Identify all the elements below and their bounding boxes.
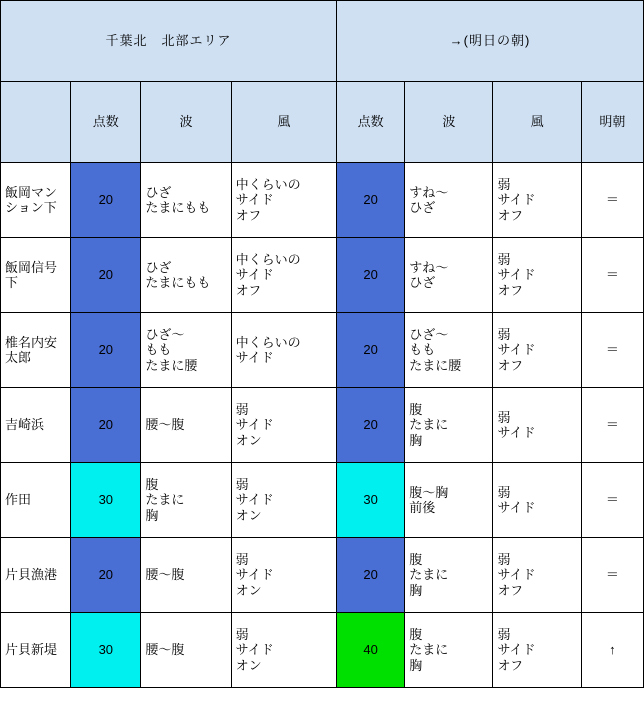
- tomorrow-wind: 弱 サイド オフ: [493, 238, 581, 313]
- today-wave: 腰〜腹: [141, 538, 231, 613]
- table-row: [1, 388, 644, 463]
- table-row: [1, 613, 644, 688]
- tomorrow-wave: すね〜 ひざ: [405, 163, 493, 238]
- next-morning-trend: ↑: [581, 613, 643, 688]
- tomorrow-wave: ひざ〜 もも たまに腰: [405, 313, 493, 388]
- spot-name[interactable]: 作田: [1, 463, 71, 538]
- tomorrow-wind: 弱 サイド オフ: [493, 163, 581, 238]
- next-morning-trend: ＝: [581, 388, 643, 463]
- tomorrow-wind: 弱 サイド オフ: [493, 313, 581, 388]
- tomorrow-wave: 腹〜胸 前後: [405, 463, 493, 538]
- tomorrow-wind: 弱 サイド: [493, 388, 581, 463]
- tomorrow-title: →(明日の朝): [337, 1, 644, 82]
- spot-name[interactable]: 吉崎浜: [1, 388, 71, 463]
- next-morning-trend: ＝: [581, 538, 643, 613]
- today-score: 20: [71, 313, 141, 388]
- tomorrow-wind-header: 風: [493, 82, 581, 163]
- table-row: [1, 463, 644, 538]
- today-wave: 腰〜腹: [141, 388, 231, 463]
- today-wave: ひざ〜 もも たまに腰: [141, 313, 231, 388]
- today-wind: 弱 サイド オン: [231, 538, 336, 613]
- today-wave: ひざ たまにもも: [141, 163, 231, 238]
- table-row: [1, 313, 644, 388]
- today-wave-header: 波: [141, 82, 231, 163]
- today-wind: 中くらいの サイド オフ: [231, 163, 336, 238]
- tomorrow-wind: 弱 サイド: [493, 463, 581, 538]
- tomorrow-score: 30: [337, 463, 405, 538]
- spot-name[interactable]: 椎名内安 太郎: [1, 313, 71, 388]
- next-morning-trend: ＝: [581, 313, 643, 388]
- tomorrow-wave: すね〜 ひざ: [405, 238, 493, 313]
- today-wind: 中くらいの サイド: [231, 313, 336, 388]
- today-wind-header: 風: [231, 82, 336, 163]
- table-row: [1, 538, 644, 613]
- today-wind: 弱 サイド オン: [231, 463, 336, 538]
- next-morning-trend: ＝: [581, 163, 643, 238]
- today-wave: 腰〜腹: [141, 613, 231, 688]
- tomorrow-score: 20: [337, 538, 405, 613]
- tomorrow-score: 40: [337, 613, 405, 688]
- today-score: 20: [71, 538, 141, 613]
- table-row: [1, 238, 644, 313]
- tomorrow-score-header: 点数: [337, 82, 405, 163]
- spot-name[interactable]: 片貝漁港: [1, 538, 71, 613]
- tomorrow-wave: 腹 たまに 胸: [405, 613, 493, 688]
- today-score: 20: [71, 238, 141, 313]
- today-wind: 弱 サイド オン: [231, 388, 336, 463]
- table-row: [1, 163, 644, 238]
- spot-name[interactable]: 飯岡マン ション下: [1, 163, 71, 238]
- today-wave: 腹 たまに 胸: [141, 463, 231, 538]
- today-score: 30: [71, 463, 141, 538]
- spot-column-header: [1, 82, 71, 163]
- area-title: 千葉北 北部エリア: [1, 1, 337, 82]
- next-morning-trend: ＝: [581, 238, 643, 313]
- tomorrow-score: 20: [337, 313, 405, 388]
- tomorrow-wave: 腹 たまに 胸: [405, 538, 493, 613]
- next-morning-header: 明朝: [581, 82, 643, 163]
- table-column-header: [1, 82, 644, 163]
- tomorrow-score: 20: [337, 388, 405, 463]
- spot-name[interactable]: 飯岡信号 下: [1, 238, 71, 313]
- today-score: 20: [71, 163, 141, 238]
- next-morning-trend: ＝: [581, 463, 643, 538]
- tomorrow-wave: 腹 たまに 胸: [405, 388, 493, 463]
- today-wind: 中くらいの サイド オフ: [231, 238, 336, 313]
- today-score: 30: [71, 613, 141, 688]
- today-score: 20: [71, 388, 141, 463]
- tomorrow-score: 20: [337, 238, 405, 313]
- tomorrow-wind: 弱 サイド オフ: [493, 613, 581, 688]
- today-score-header: 点数: [71, 82, 141, 163]
- today-wave: ひざ たまにもも: [141, 238, 231, 313]
- spot-name[interactable]: 片貝新堤: [1, 613, 71, 688]
- table-group-header: [1, 1, 644, 82]
- tomorrow-wind: 弱 サイド オフ: [493, 538, 581, 613]
- tomorrow-score: 20: [337, 163, 405, 238]
- tomorrow-wave-header: 波: [405, 82, 493, 163]
- today-wind: 弱 サイド オン: [231, 613, 336, 688]
